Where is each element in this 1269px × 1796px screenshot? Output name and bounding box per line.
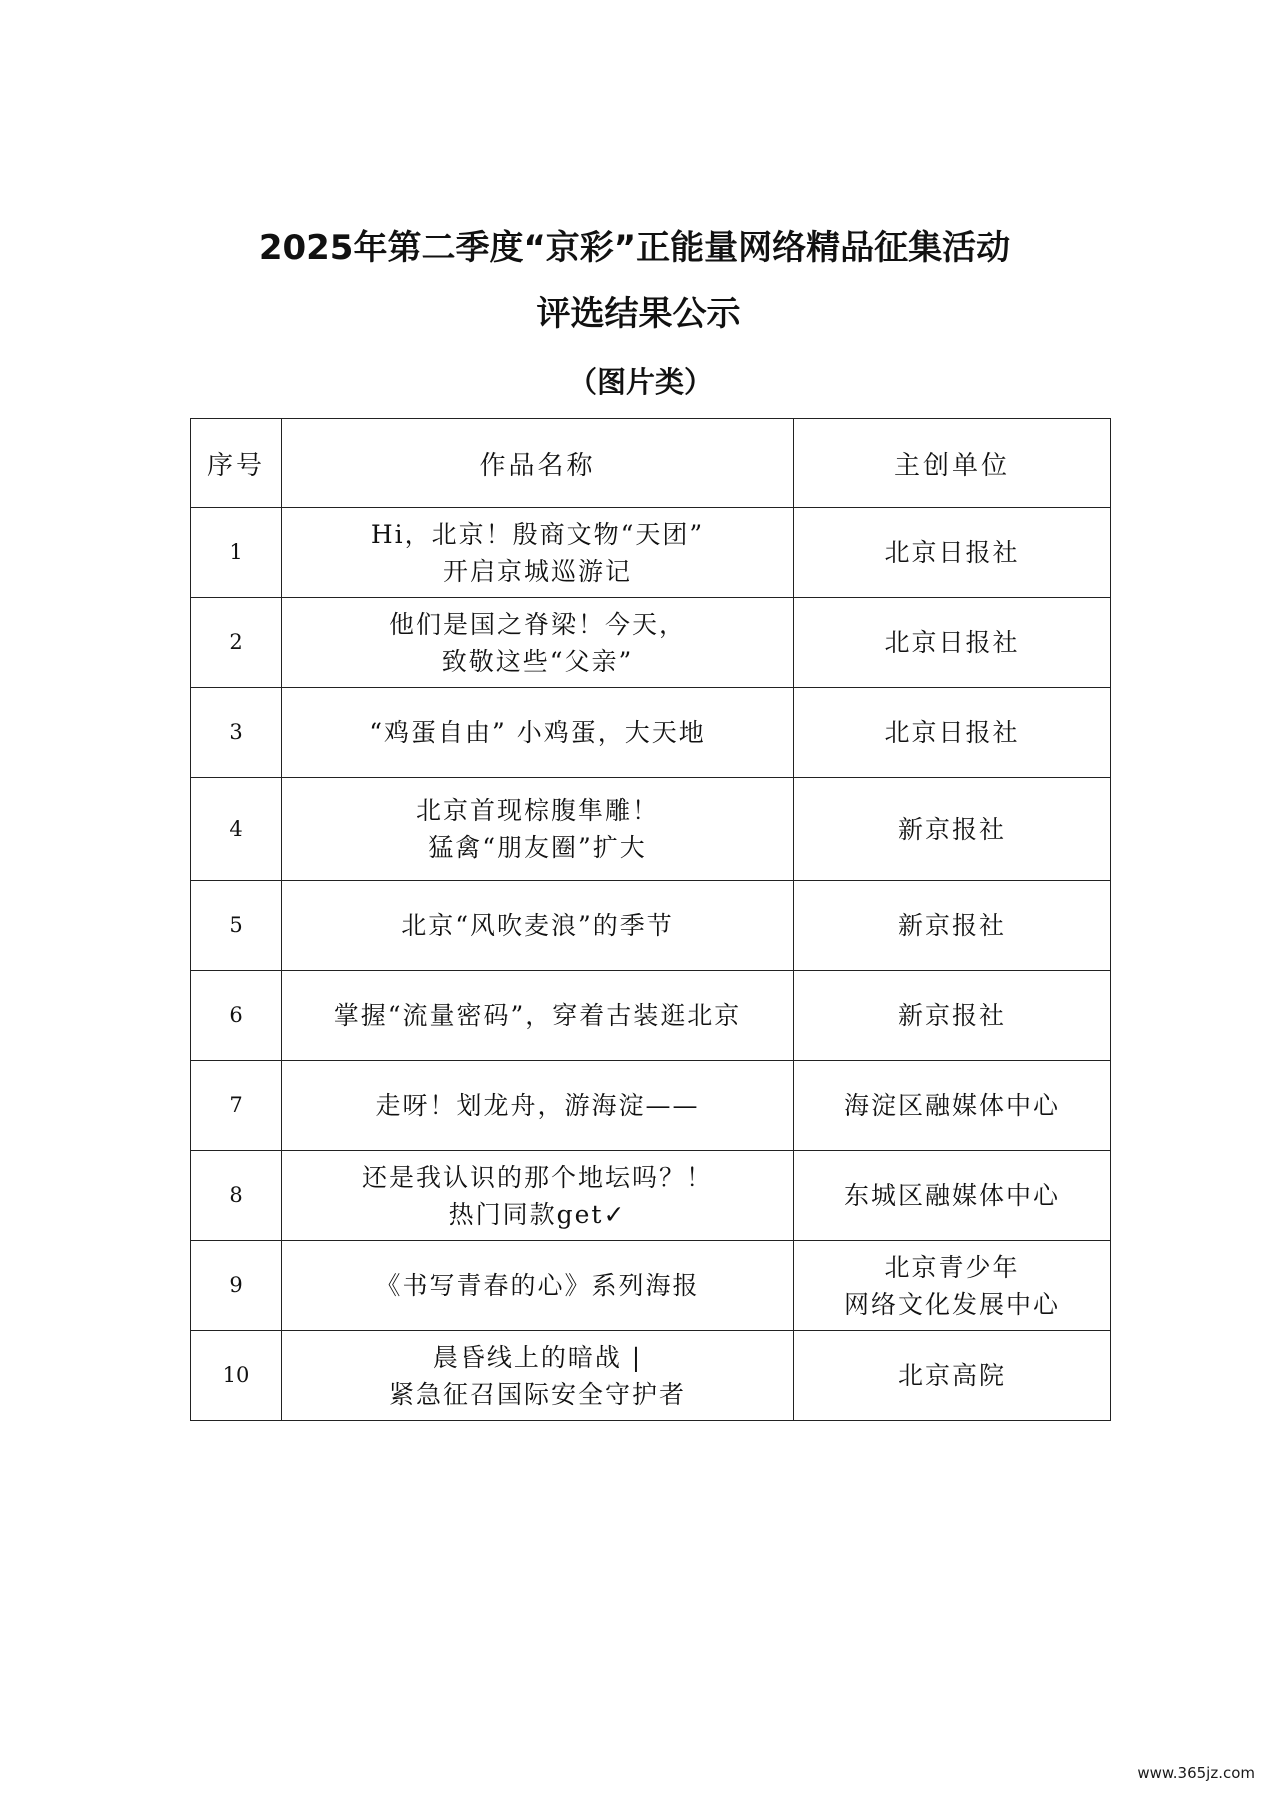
row-title-line: 《书写青春的心》系列海报 [375, 1271, 700, 1300]
table-row [191, 598, 1111, 688]
table-row [191, 881, 1111, 971]
row-title-line: “鸡蛋自由” 小鸡蛋，大天地 [369, 718, 706, 747]
row-index: 4 [191, 778, 282, 881]
row-unit-line: 北京日报社 [884, 538, 1020, 567]
row-title-line: 开启京城巡游记 [442, 556, 632, 586]
row-unit-line: 北京日报社 [884, 718, 1020, 747]
row-index: 10 [191, 1331, 282, 1421]
row-unit [794, 971, 1111, 1061]
row-index: 9 [191, 1241, 282, 1331]
row-unit-line: 北京青少年 [884, 1252, 1020, 1282]
table-row [191, 1331, 1111, 1421]
row-index: 1 [191, 508, 282, 598]
row-title [282, 598, 794, 688]
row-unit-line: 网络文化发展中心 [843, 1289, 1060, 1319]
row-index: 5 [191, 881, 282, 971]
row-unit [794, 1151, 1111, 1241]
row-title [282, 508, 794, 598]
row-unit-line: 北京高院 [897, 1361, 1006, 1390]
row-title-line: 晨昏线上的暗战 | [432, 1342, 643, 1372]
row-index: 8 [191, 1151, 282, 1241]
row-title-line: 还是我认识的那个地坛吗？！ [361, 1162, 713, 1192]
row-title-line: 掌握“流量密码”，穿着古装逛北京 [333, 1001, 742, 1030]
row-unit [794, 1241, 1111, 1331]
row-unit-line: 东城区融媒体中心 [843, 1181, 1060, 1210]
row-unit [794, 688, 1111, 778]
row-unit-line: 新京报社 [897, 814, 1006, 844]
row-title [282, 688, 794, 778]
header-index: 序号 [191, 419, 282, 508]
document-title: 2025年第二季度“京彩”正能量网络精品征集活动 [258, 228, 1011, 268]
table-row [191, 688, 1111, 778]
row-title [282, 1061, 794, 1151]
row-title-line: 走呀！划龙舟，游海淀—— [375, 1091, 700, 1120]
row-title-line: 他们是国之脊梁！今天， [388, 609, 686, 639]
row-title [282, 1331, 794, 1421]
row-index: 3 [191, 688, 282, 778]
document-title-line2: 评选结果公示 [536, 294, 741, 334]
row-unit-line: 新京报社 [897, 911, 1006, 940]
row-unit [794, 778, 1111, 881]
watermark-text: www.365jz.com [1133, 1762, 1259, 1784]
row-unit [794, 1331, 1111, 1421]
header-unit: 主创单位 [794, 419, 1111, 508]
document-subtitle: （图片类） [567, 365, 713, 399]
results-table [190, 418, 1111, 1421]
row-title-line: 北京“风吹麦浪”的季节 [401, 911, 674, 940]
row-title [282, 1241, 794, 1331]
row-unit-line: 北京日报社 [884, 628, 1020, 657]
row-index: 6 [191, 971, 282, 1061]
row-title-line: Hi，北京！殷商文物“天团” [370, 519, 705, 549]
table-row [191, 778, 1111, 881]
table-row [191, 1241, 1111, 1331]
row-title [282, 971, 794, 1061]
row-title-line: 致敬这些“父亲” [441, 646, 634, 676]
table-row [191, 1151, 1111, 1241]
row-title-line: 热门同款get✓ [448, 1199, 627, 1229]
row-title-line: 北京首现棕腹隼雕！ [415, 796, 659, 825]
row-index: 7 [191, 1061, 282, 1151]
row-title-line: 紧急征召国际安全守护者 [388, 1379, 686, 1409]
row-index: 2 [191, 598, 282, 688]
row-unit [794, 1061, 1111, 1151]
table-row [191, 508, 1111, 598]
table-header-row [191, 419, 1111, 508]
header-title: 作品名称 [282, 419, 794, 508]
row-unit [794, 598, 1111, 688]
table-row [191, 971, 1111, 1061]
row-title [282, 881, 794, 971]
row-unit-line: 海淀区融媒体中心 [843, 1091, 1060, 1120]
row-title [282, 1151, 794, 1241]
table-row [191, 1061, 1111, 1151]
row-title [282, 778, 794, 881]
row-title-line: 猛禽“朋友圈”扩大 [428, 833, 647, 862]
row-unit [794, 881, 1111, 971]
row-unit [794, 508, 1111, 598]
row-unit-line: 新京报社 [897, 1001, 1006, 1030]
